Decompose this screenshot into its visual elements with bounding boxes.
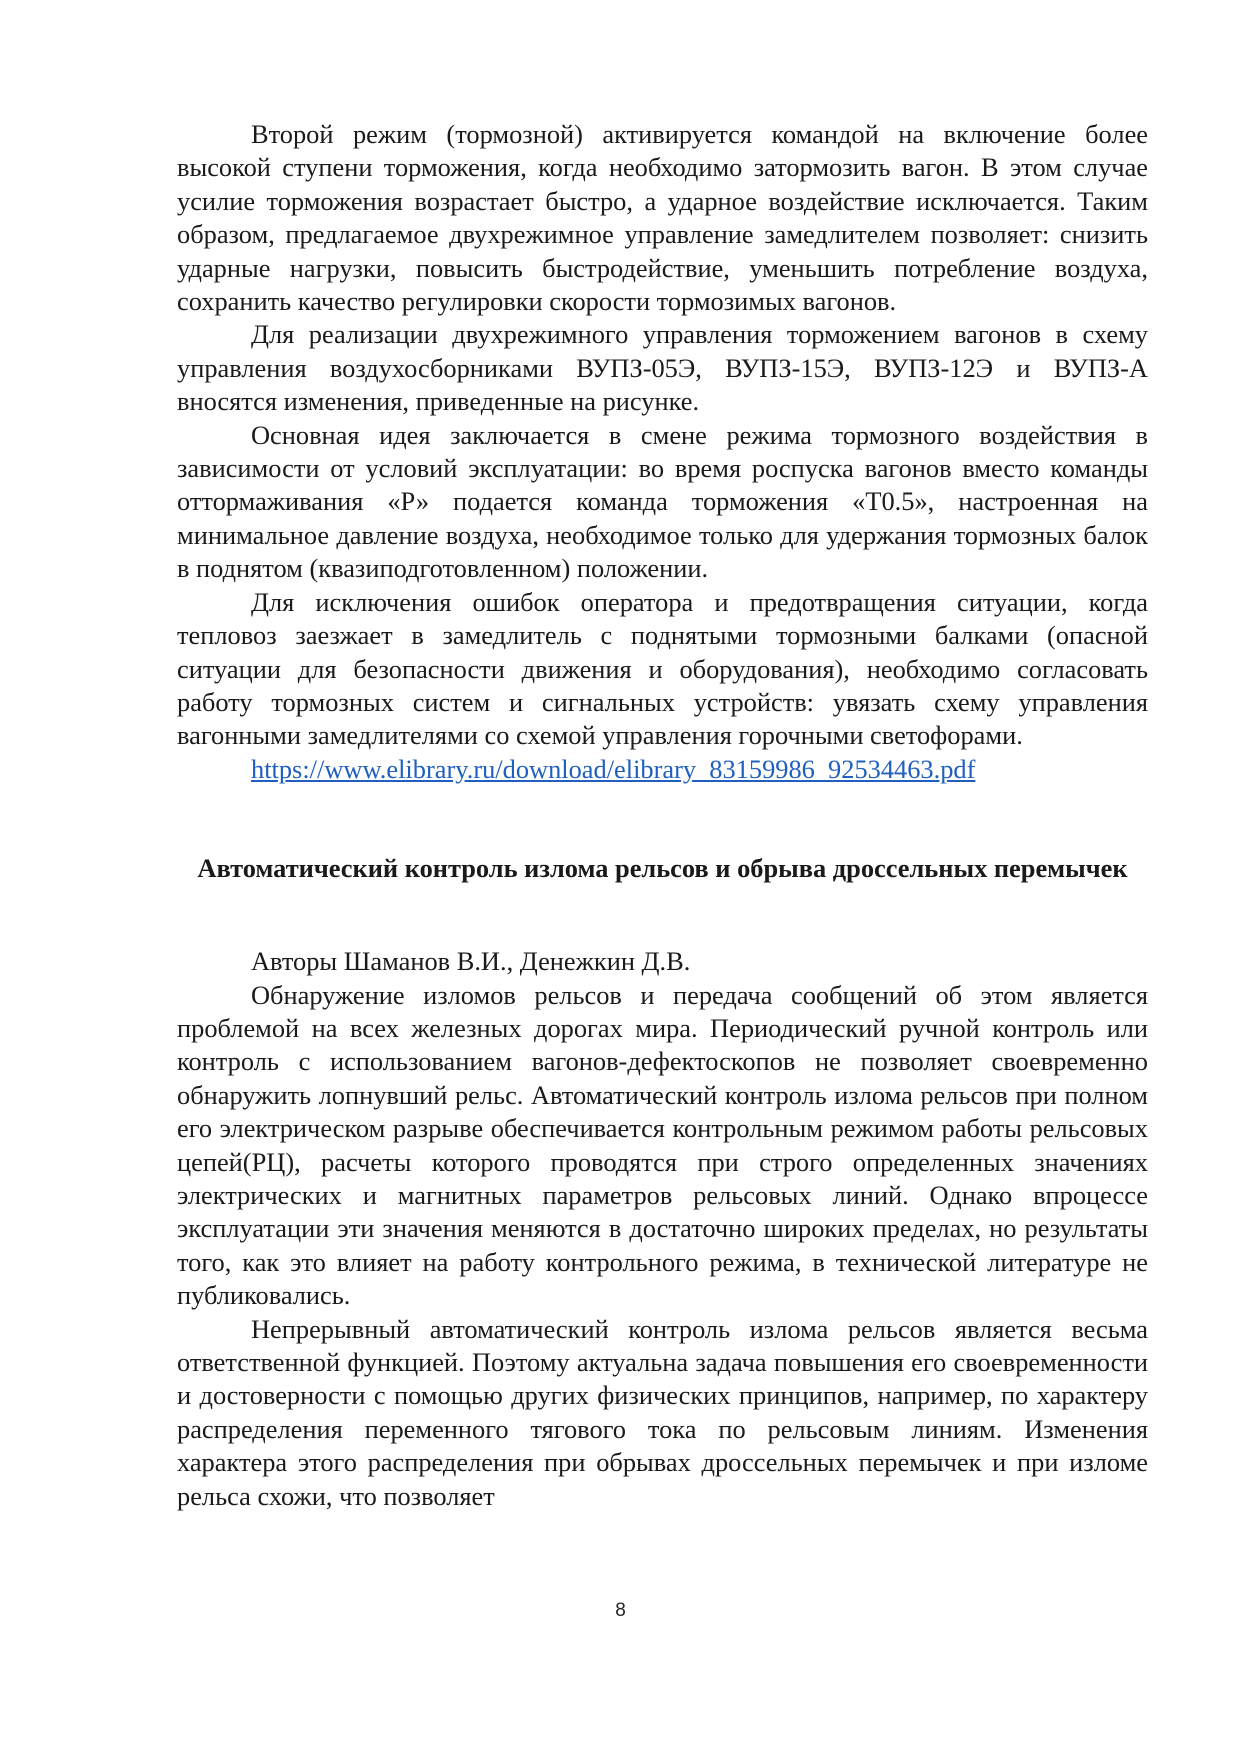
paragraph-continuous-control: Непрерывный автоматический контроль излома рельсов является весьма ответственной функцией. Поэтому актуальна задача повышения его своевременности и достоверности с помощью других физических принципов, например, по характеру распределения переменного тягового тока по рельсовым линиям. Изменения характера этого распределения при обрывах дроссельных перемычек и при изломе рельса схожи, что позволяет: [177, 1313, 1148, 1511]
paragraph-braking-mode: Второй режим (тормозной) активируется командой на включение более высокой ступени торможения, когда необходимо затормозить вагон. В этом случае усилие торможения возрастает быстро, а ударное воздействие исключается. Таким образом, предлагаемое двухрежимное управление замедлителем позволяет: снизить ударные нагрузки, повысить быстродействие, уменьшить потребление воздуха, сохранить качество регулировки скорости тормозимых вагонов.: [177, 119, 1148, 317]
paragraph-rail-break-detection: Обнаружение изломов рельсов и передача сообщений об этом является проблемой на всех железных дорогах мира. Периодический ручной контроль или контроль с использованием вагонов-дефектоскопов не позволяет своевременно обнаружить лопнувший рельс. Автоматический контроль излома рельсов при полном его электрическом разрыве обеспечивается контрольным режимом работы рельсовых цепей(РЦ), расчеты которого проводятся при строго определенных значениях электрических и магнитных параметров рельсовых линий. Однако впроцессе эксплуатации эти значения меняются в достаточно широких пределах, но результаты того, как это влияет на работу контрольного режима, в технической литературе не публиковались.: [177, 979, 1148, 1311]
paragraph-main-idea: Основная идея заключается в смене режима тормозного воздействия в зависимости от условий эксплуатации: во время роспуска вагонов вместо команды оттормаживания «Р» подается команда торможения «Т0.5», настроенная на минимальное давление воздуха, необходимое только для удержания тормозных балок в поднятом (квазиподготовленном) положении.: [177, 419, 1148, 584]
authors-line: Авторы Шаманов В.И., Денежкин Д.В.: [251, 946, 691, 977]
source-link-line: [177, 753, 1148, 786]
document-body: [177, 118, 1148, 1513]
page-number: 8: [615, 1600, 626, 1621]
paragraph-operator-errors: Для исключения ошибок оператора и предотвращения ситуации, когда тепловоз заезжает в замедлитель с поднятыми тормозными балками (опасной ситуации для безопасности движения и оборудования), необходимо согласовать работу тормозных систем и сигнальных устройств: увязать схему управления вагонными замедлителями со схемой управления горочными светофорами.: [177, 586, 1148, 751]
section-heading: Автоматический контроль излома рельсов и обрыва дроссельных перемычек: [197, 853, 1128, 884]
source-link[interactable]: https://www.elibrary.ru/download/elibrary_83159986_92534463.pdf: [251, 753, 976, 784]
paragraph-implementation: Для реализации двухрежимного управления торможением вагонов в схему управления воздухосборниками ВУПЗ-05Э, ВУПЗ-15Э, ВУПЗ-12Э и ВУПЗ-А вносятся изменения, приведенные на рисунке.: [177, 319, 1148, 417]
